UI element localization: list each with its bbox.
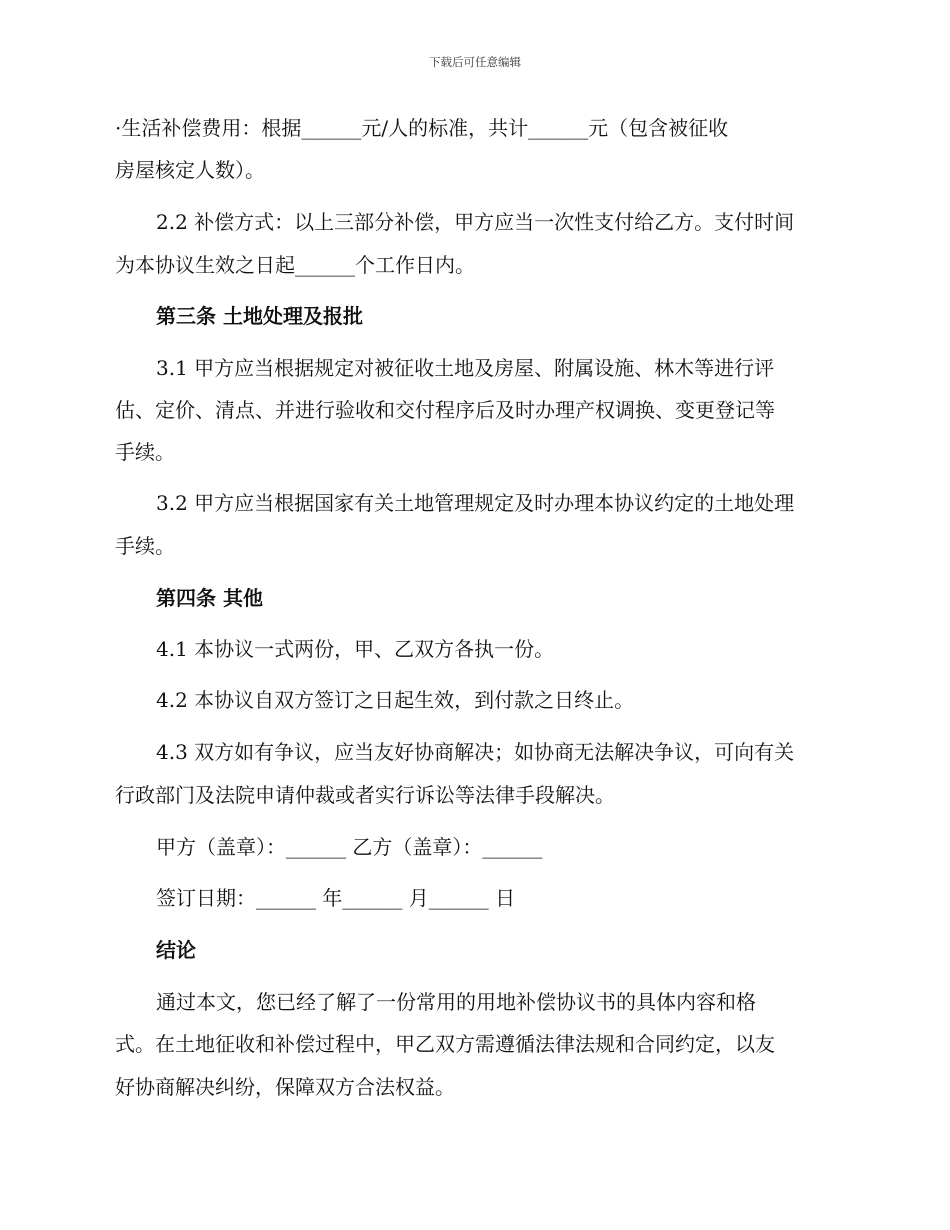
page-header: 下载后可任意编辑 — [429, 55, 521, 69]
text-line: 4.2 本协议自双方签订之日起生效，到付款之日终止。 — [156, 688, 635, 712]
text-line: 为本协议生效之日起______个工作日内。 — [115, 253, 475, 277]
text-line: 4.1 本协议一式两份，甲、乙双方各执一份。 — [156, 637, 555, 661]
text-line: 估、定价、清点、并进行验收和交付程序后及时办理产权调换、变更登记等 — [115, 398, 775, 422]
text-line: 房屋核定人数）。 — [115, 158, 265, 182]
section-heading: 第三条 土地处理及报批 — [156, 304, 363, 328]
text-line: 行政部门及法院申请仲裁或者实行诉讼等法律手段解决。 — [115, 783, 615, 807]
text-line: 通过本文，您已经了解了一份常用的用地补偿协议书的具体内容和格 — [156, 990, 756, 1014]
text-line: 式。在土地征收和补偿过程中，甲乙双方需遵循法律法规和合同约定，以友 — [115, 1032, 775, 1056]
signature-line: 甲方（盖章）：______ 乙方（盖章）：______ — [156, 835, 543, 859]
text-line: 3.1 甲方应当根据规定对被征收土地及房屋、附属设施、林木等进行评 — [156, 356, 775, 380]
text-line: 手续。 — [115, 534, 175, 558]
text-line: 手续。 — [115, 440, 175, 464]
section-heading: 第四条 其他 — [156, 586, 263, 610]
text-line: 3.2 甲方应当根据国家有关土地管理规定及时办理本协议约定的土地处理 — [156, 491, 795, 515]
text-line: 2.2 补偿方式：以上三部分补偿，甲方应当一次性支付给乙方。支付时间 — [156, 210, 795, 234]
section-heading: 结论 — [156, 938, 196, 962]
text-line: ·生活补偿费用：根据______元/人的标准，共计______元（包含被征收 — [115, 116, 729, 140]
text-line: 好协商解决纠纷，保障双方合法权益。 — [115, 1075, 455, 1099]
text-line: 4.3 双方如有争议，应当友好协商解决；如协商无法解决争议，可向有关 — [156, 740, 795, 764]
date-line: 签订日期：______ 年______ 月______ 日 — [156, 886, 516, 910]
